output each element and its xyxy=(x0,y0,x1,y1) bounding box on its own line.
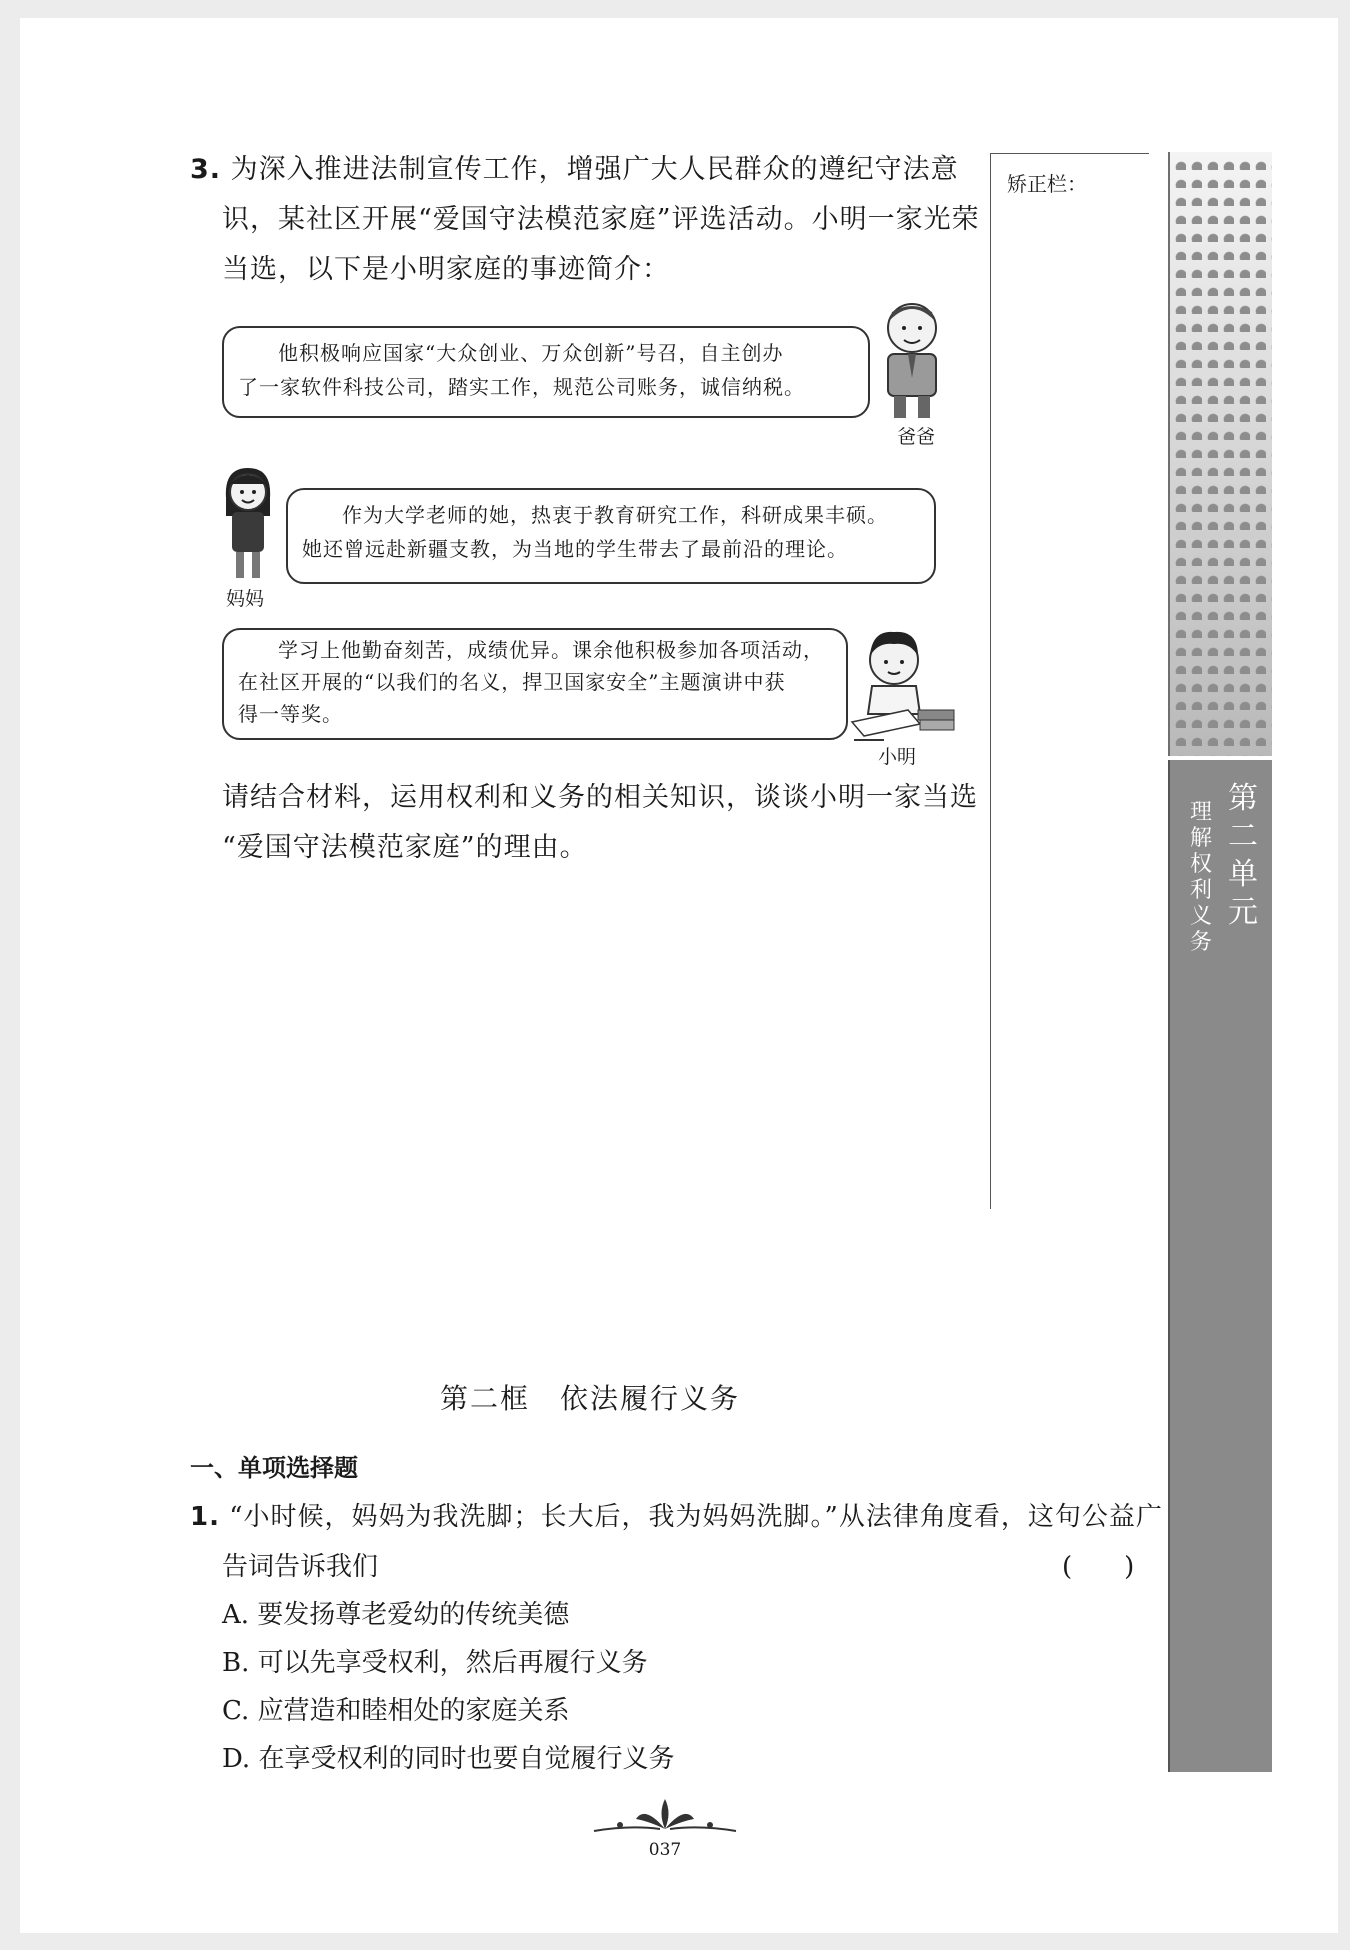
option-a[interactable]: A. 要发扬尊老爱幼的传统美德 xyxy=(222,1600,570,1630)
sidebar-unit-panel xyxy=(1168,760,1272,1772)
son-speech-bubble xyxy=(222,628,848,740)
question-1-line-2: 告词告诉我们 xyxy=(222,1552,379,1582)
dad-label: 爸爸 xyxy=(897,426,936,448)
son-bubble-line-3: 得一等奖。 xyxy=(238,702,343,726)
xiaoming-figure-icon xyxy=(850,626,958,746)
question-number: 3. xyxy=(190,154,222,185)
page-number: 037 xyxy=(648,1840,682,1860)
mom-bubble-line-2: 她还曾远赴新疆支教，为当地的学生带去了最前沿的理论。 xyxy=(302,537,848,561)
option-d[interactable]: D. 在享受权利的同时也要自觉履行义务 xyxy=(222,1744,675,1774)
floral-ornament-icon xyxy=(590,1795,740,1835)
option-c[interactable]: C. 应营造和睦相处的家庭关系 xyxy=(222,1696,570,1726)
section-heading: 一、单项选择题 xyxy=(190,1454,358,1482)
son-bubble-line-1: 学习上他勤奋刻苦，成绩优异。课余他积极参加各项活动， xyxy=(278,638,824,662)
dad-bubble-line-2: 了一家软件科技公司，踏实工作，规范公司账务，诚信纳税。 xyxy=(238,375,805,399)
correction-label: 矫正栏： xyxy=(1007,172,1087,196)
answer-parentheses: ( ) xyxy=(1062,1552,1135,1582)
son-bubble-line-2: 在社区开展的“以我们的名义，捍卫国家安全”主题演讲中获 xyxy=(238,670,786,694)
correction-column xyxy=(990,153,1149,1209)
dad-figure-icon xyxy=(872,298,952,422)
question-3-text: 为深入推进法制宣传工作，增强广大人民群众的遵纪守法意 xyxy=(230,154,959,185)
sidebar-pattern xyxy=(1168,152,1272,756)
question-3-line-2: 识，某社区开展“爱国守法模范家庭”评选活动。小明一家光荣 xyxy=(222,204,980,235)
question-3-prompt-line-1: 请结合材料，运用权利和义务的相关知识，谈谈小明一家当选 xyxy=(222,782,978,813)
mom-bubble-line-1: 作为大学老师的她，热衷于教育研究工作，科研成果丰硕。 xyxy=(342,503,888,527)
question-3-line-3: 当选，以下是小明家庭的事迹简介： xyxy=(222,254,670,285)
question-1-number: 1. xyxy=(190,1502,220,1532)
question-1-text: “小时候，妈妈为我洗脚；长大后，我为妈妈洗脚。”从法律角度看，这句公益广 xyxy=(229,1502,1163,1532)
mom-label: 妈妈 xyxy=(226,588,265,610)
question-3-line-1 xyxy=(190,144,959,196)
unit-number: 第二单元 xyxy=(1228,781,1258,930)
unit-title: 理解权利义务 xyxy=(1189,800,1212,955)
mom-figure-icon xyxy=(218,464,278,582)
unit-sidebar xyxy=(1168,152,1272,1772)
dad-speech-bubble xyxy=(222,326,870,418)
dad-bubble-line-1: 他积极响应国家“大众创业、万众创新”号召，自主创办 xyxy=(278,341,784,365)
option-b[interactable]: B. 可以先享受权利，然后再履行义务 xyxy=(222,1648,648,1678)
question-3-prompt-line-2: “爱国守法模范家庭”的理由。 xyxy=(222,832,588,863)
xiaoming-label: 小明 xyxy=(878,746,917,768)
section-title: 第二框 依法履行义务 xyxy=(439,1382,740,1415)
question-1-line-1 xyxy=(190,1496,1163,1533)
mom-speech-bubble xyxy=(286,488,936,584)
